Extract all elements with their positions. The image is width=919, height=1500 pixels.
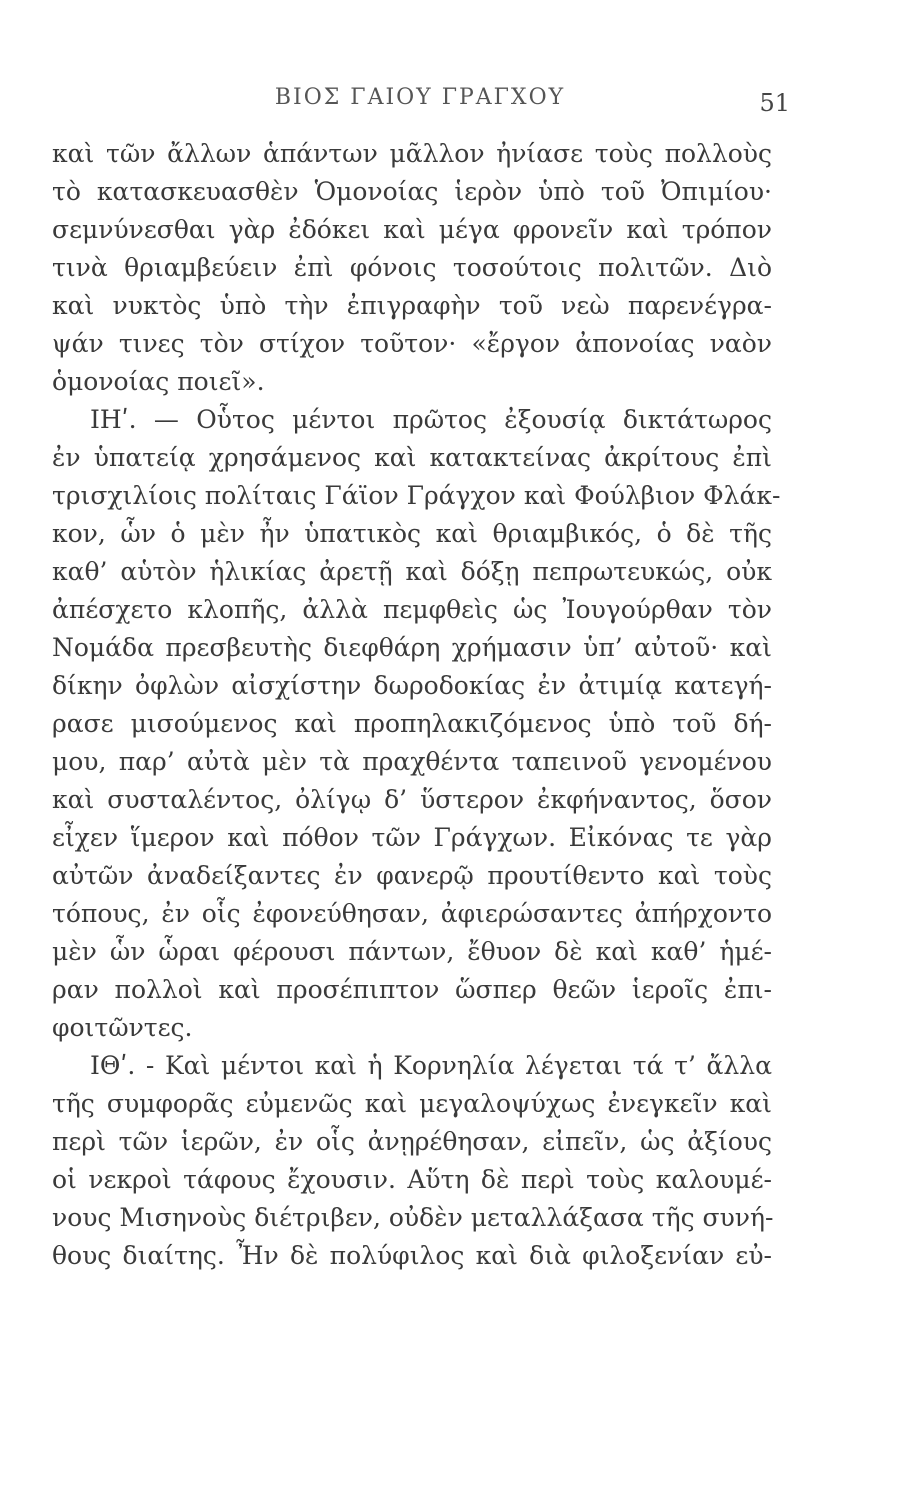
section-heading-line: ΙΘʹ. - Καὶ μέντοι καὶ ἡ Κορνηλία λέγεται τά τ’ ἄλλα	[90, 1051, 772, 1080]
text-line: περὶ τῶν ἱερῶν, ἐν οἷς ἀνῃρέθησαν, εἰπεῖν, ὡς ἀξίους	[52, 1127, 772, 1156]
text-line: ἐν ὑπατείᾳ χρησάμενος καὶ κατακτείνας ἀκρίτους ἐπὶ	[52, 443, 772, 472]
text-line: οἱ νεκροὶ τάφους ἔχουσιν. Αὕτη δὲ περὶ τοὺς καλουμέ-	[52, 1165, 772, 1194]
running-title: ΒΙΟΣ ΓΑΙΟΥ ΓΡΑΓΧΟΥ	[274, 85, 566, 110]
text-line: μὲν ὧν ὧραι φέρουσι πάντων, ἔθυον δὲ καὶ καθ’ ἡμέ-	[52, 937, 772, 966]
text-line: καὶ νυκτὸς ὑπὸ τὴν ἐπιγραφὴν τοῦ νεὼ παρενέγρα-	[52, 291, 772, 320]
text-line: τόπους, ἐν οἷς ἐφονεύθησαν, ἀφιερώσαντες ἀπήρχοντο	[52, 899, 772, 928]
text-line: κον, ὧν ὁ μὲν ἦν ὑπατικὸς καὶ θριαμβικός, ὁ δὲ τῆς	[52, 519, 772, 548]
text-line: τρισχιλίοις πολίταις Γάϊον Γράγχον καὶ Φούλβιον Φλάκ-	[52, 481, 781, 510]
text-line: ψάν τινες τὸν στίχον τοῦτον· «ἔργον ἀπονοίας ναὸν	[52, 329, 772, 358]
text-line: δίκην ὀφλὼν αἰσχίστην δωροδοκίας ἐν ἀτιμίᾳ κατεγή-	[52, 671, 772, 700]
text-line: ἀπέσχετο κλοπῆς, ἀλλὰ πεμφθεὶς ὡς Ἰουγούρθαν τὸν	[52, 595, 772, 624]
section-heading-line: ΙΗʹ. — Οὗτος μέντοι πρῶτος ἐξουσίᾳ δικτάτωρος	[90, 405, 772, 434]
page-header	[50, 85, 790, 125]
text-line: καὶ συσταλέντος, ὀλίγῳ δ’ ὕστερον ἐκφήναντος, ὅσον	[52, 785, 772, 814]
text-line: φοιτῶντες.	[52, 1013, 193, 1042]
text-line: καὶ τῶν ἄλλων ἁπάντων μᾶλλον ἠνίασε τοὺς πολλοὺς	[52, 139, 772, 168]
text-line: καθ’ αὑτὸν ἡλικίας ἀρετῇ καὶ δόξῃ πεπρωτευκώς, οὐκ	[52, 557, 772, 586]
text-line: Νομάδα πρεσβευτὴς διεφθάρη χρήμασιν ὑπ’ αὐτοῦ· καὶ	[52, 633, 772, 662]
text-line: αὐτῶν ἀναδείξαντες ἐν φανερῷ προυτίθεντο καὶ τοὺς	[52, 861, 772, 890]
text-line: μου, παρ’ αὐτὰ μὲν τὰ πραχθέντα ταπεινοῦ γενομένου	[52, 747, 772, 776]
body-text	[52, 135, 781, 1275]
text-line: τινὰ θριαμβεύειν ἐπὶ φόνοις τοσούτοις πολιτῶν. Διὸ	[52, 253, 772, 282]
text-line: εἶχεν ἵμερον καὶ πόθον τῶν Γράγχων. Εἰκόνας τε γὰρ	[52, 823, 772, 852]
text-line: ὁμονοίας ποιεῖ».	[52, 367, 265, 396]
text-line: σεμνύνεσθαι γὰρ ἐδόκει καὶ μέγα φρονεῖν καὶ τρόπον	[52, 215, 772, 244]
text-line: θους διαίτης. Ἦν δὲ πολύφιλος καὶ διὰ φιλοξενίαν εὐ-	[52, 1241, 772, 1270]
text-line: ρασε μισούμενος καὶ προπηλακιζόμενος ὑπὸ τοῦ δή-	[52, 709, 772, 738]
text-line: τὸ κατασκευασθὲν Ὁμονοίας ἱερὸν ὑπὸ τοῦ Ὀπιμίου·	[52, 177, 772, 206]
text-line: νους Μισηνοὺς διέτριβεν, οὐδὲν μεταλλάξασα τῆς συνή-	[52, 1203, 774, 1232]
text-line: ραν πολλοὶ καὶ προσέπιπτον ὥσπερ θεῶν ἱεροῖς ἐπι-	[52, 975, 772, 1004]
page-number: 51	[759, 89, 790, 117]
text-line: τῆς συμφορᾶς εὐμενῶς καὶ μεγαλοψύχως ἐνεγκεῖν καὶ	[52, 1089, 772, 1118]
